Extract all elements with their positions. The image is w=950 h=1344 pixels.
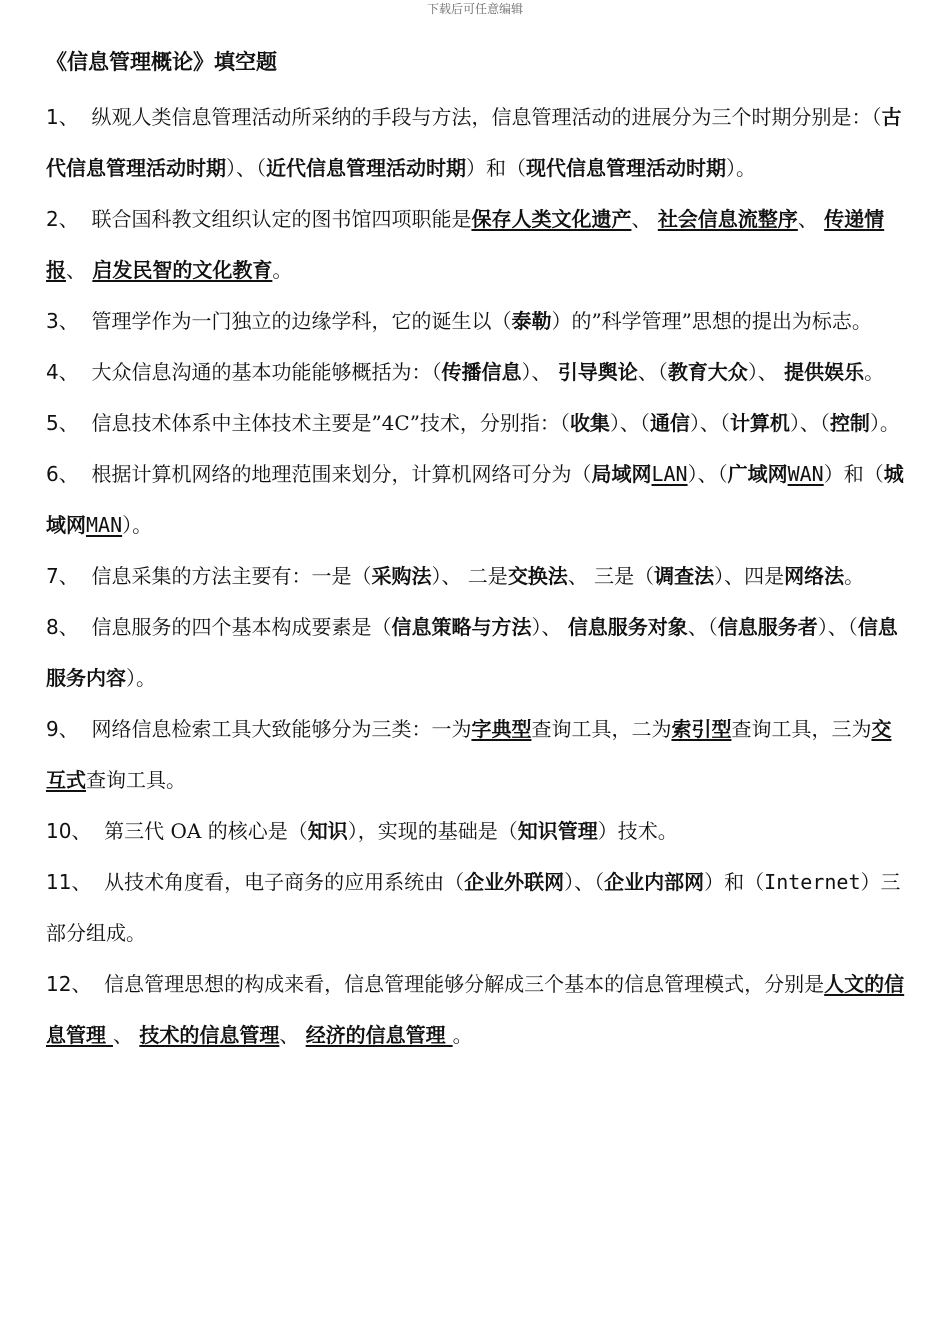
question-text: Internet	[764, 870, 861, 894]
question-number: 9、	[46, 717, 92, 741]
question-text: 信息服务的四个基本构成要素是（	[91, 615, 392, 639]
question-text: ）技术。	[597, 819, 678, 843]
answer-text: 城域网	[46, 462, 904, 537]
question-text: ）、	[747, 360, 785, 384]
answer-text: 广域网	[727, 462, 788, 486]
question-text: ），实现的基础是（	[347, 819, 518, 843]
underlined-answer	[471, 207, 631, 231]
answer-text: 企业外联网	[464, 870, 565, 894]
answer-text: 控制	[829, 411, 870, 435]
answer-text: 通信	[649, 411, 690, 435]
answer-text: 计算机	[729, 411, 790, 435]
question-text: 。	[844, 564, 865, 588]
document-title: 《信息管理概论》填空题	[46, 50, 277, 74]
question-item	[46, 449, 908, 551]
question-text: 查询工具。	[86, 768, 186, 792]
question-number: 8、	[46, 615, 92, 639]
answer-text: 收集	[569, 411, 610, 435]
question-text: 联合国科教文组织认定的图书馆四项职能是	[91, 207, 472, 231]
question-text: 第三代 OA 的核心是（	[104, 819, 308, 843]
question-text: 根据计算机网络的地理范围来划分，计算机网络可分为（	[91, 462, 592, 486]
question-text: 、	[279, 1023, 306, 1047]
answer-text: 提供娱乐	[784, 360, 865, 384]
question-text: MAN	[86, 513, 123, 537]
answer-text: 近代信息管理活动时期	[266, 156, 466, 180]
question-text: 大众信息沟通的基本功能能够概括为：（	[91, 360, 442, 384]
question-text: ）。	[122, 513, 153, 537]
question-text: 、	[112, 1023, 140, 1047]
answer-text: 技术的信息管理	[139, 1023, 280, 1047]
question-text: ）、（	[564, 870, 605, 894]
question-text: 查询工具，二为	[531, 717, 672, 741]
question-text: 信息技术体系中主体技术主要是”4C”技术，分别指：（	[91, 411, 570, 435]
underlined-answer	[306, 1023, 453, 1047]
question-number: 6、	[46, 462, 92, 486]
answer-text: 局域网	[591, 462, 652, 486]
answer-text: 传播信息	[441, 360, 522, 384]
answer-text: 引导舆论	[557, 360, 638, 384]
question-number: 3、	[46, 309, 92, 333]
question-item	[46, 959, 908, 1061]
answer-text: 字典型	[471, 717, 532, 741]
underlined-answer	[671, 717, 731, 741]
question-item	[46, 347, 908, 398]
question-text: ）三部分组成。	[46, 870, 901, 945]
question-text: ）、	[521, 360, 558, 384]
answer-text: 信息服务者	[717, 615, 818, 639]
question-item	[46, 806, 908, 857]
question-text: 、（	[687, 615, 718, 639]
question-number: 1、	[46, 105, 92, 129]
answer-text: 保存人类文化遗产	[471, 207, 632, 231]
answer-text: 人文的信息管理	[46, 972, 905, 1047]
answer-text: 经济的信息管理	[305, 1023, 453, 1047]
answer-text: 教育大众	[667, 360, 748, 384]
answer-text: 索引型	[671, 717, 732, 741]
question-text: ）、（	[817, 615, 858, 639]
question-item	[46, 194, 908, 296]
question-item	[46, 551, 908, 602]
answer-text: 泰勒	[511, 309, 552, 333]
question-text: ）。	[726, 156, 756, 180]
underlined-answer	[139, 1023, 279, 1047]
question-text: 。	[452, 1023, 473, 1047]
underlined-answer	[651, 462, 687, 486]
underlined-answer	[658, 207, 798, 231]
question-text: 、（	[637, 360, 668, 384]
question-text: 、 三是（	[567, 564, 655, 588]
question-text: 。	[272, 258, 293, 282]
question-item	[46, 602, 908, 704]
question-number: 10、	[46, 819, 105, 843]
question-number: 5、	[46, 411, 92, 435]
question-number: 4、	[46, 360, 92, 384]
answer-text: 交互式	[46, 717, 892, 792]
watermark-text: 下载后可任意编辑	[426, 2, 523, 16]
answer-text: 采购法	[371, 564, 432, 588]
underlined-answer	[471, 717, 531, 741]
underlined-answer	[788, 462, 824, 486]
question-number: 12、	[46, 972, 105, 996]
question-text: 、	[797, 207, 825, 231]
question-text: 信息管理思想的构成来看，信息管理能够分解成三个基本的信息管理模式，分别是	[104, 972, 825, 996]
question-text: ）。	[869, 411, 900, 435]
answer-text: 信息服务对象	[567, 615, 688, 639]
question-text: 、	[66, 258, 93, 282]
question-text: ）。	[126, 666, 156, 690]
question-text: 网络信息检索工具大致能够分为三类：一为	[91, 717, 472, 741]
underlined-answer	[92, 258, 272, 282]
answer-text: 现代信息管理活动时期	[526, 156, 726, 180]
question-text: ）、（	[687, 462, 728, 486]
answer-text: 知识管理	[517, 819, 598, 843]
question-text: ）、（	[226, 156, 266, 180]
answer-text: 传递情报	[46, 207, 885, 282]
answer-text: 社会信息流整序	[657, 207, 798, 231]
question-text: ）、四是	[714, 564, 785, 588]
question-text: ）的”科学管理”思想的提出为标志。	[551, 309, 872, 333]
question-text: 管理学作为一门独立的边缘学科，它的诞生以（	[91, 309, 512, 333]
question-item	[46, 398, 908, 449]
question-text: ）和（	[466, 156, 526, 180]
question-text: ）和（	[704, 870, 765, 894]
question-item	[46, 857, 908, 959]
question-text: ）、	[531, 615, 568, 639]
question-text: ）、 二是	[431, 564, 508, 588]
answer-text: 调查法	[654, 564, 715, 588]
question-text: WAN	[787, 462, 824, 486]
question-text: 信息采集的方法主要有：一是（	[91, 564, 372, 588]
question-number: 2、	[46, 207, 92, 231]
answer-text: 信息服务内容	[46, 615, 898, 690]
underlined-answer	[86, 513, 122, 537]
question-text: LAN	[651, 462, 688, 486]
question-list	[46, 92, 908, 1061]
question-text: ）、（	[789, 411, 830, 435]
question-text: 纵观人类信息管理活动所采纳的手段与方法，信息管理活动的进展分为三个时期分别是：（	[91, 105, 882, 129]
question-text: ）和（	[823, 462, 884, 486]
answer-text: 知识	[307, 819, 348, 843]
answer-text: 交换法	[507, 564, 568, 588]
answer-text: 信息策略与方法	[391, 615, 532, 639]
question-text: ）、（	[689, 411, 730, 435]
question-text: ）、（	[609, 411, 650, 435]
question-text: 、	[631, 207, 658, 231]
question-text: 。	[864, 360, 885, 384]
question-item	[46, 704, 908, 806]
question-item	[46, 92, 908, 194]
answer-text: 企业内部网	[604, 870, 705, 894]
answer-text: 启发民智的文化教育	[92, 258, 273, 282]
question-text: 从技术角度看，电子商务的应用系统由（	[104, 870, 465, 894]
answer-text: 古代信息管理活动时期	[46, 105, 902, 180]
question-item	[46, 296, 908, 347]
question-number: 7、	[46, 564, 92, 588]
question-text: 查询工具，三为	[731, 717, 872, 741]
question-number: 11、	[46, 870, 105, 894]
answer-text: 网络法	[784, 564, 845, 588]
